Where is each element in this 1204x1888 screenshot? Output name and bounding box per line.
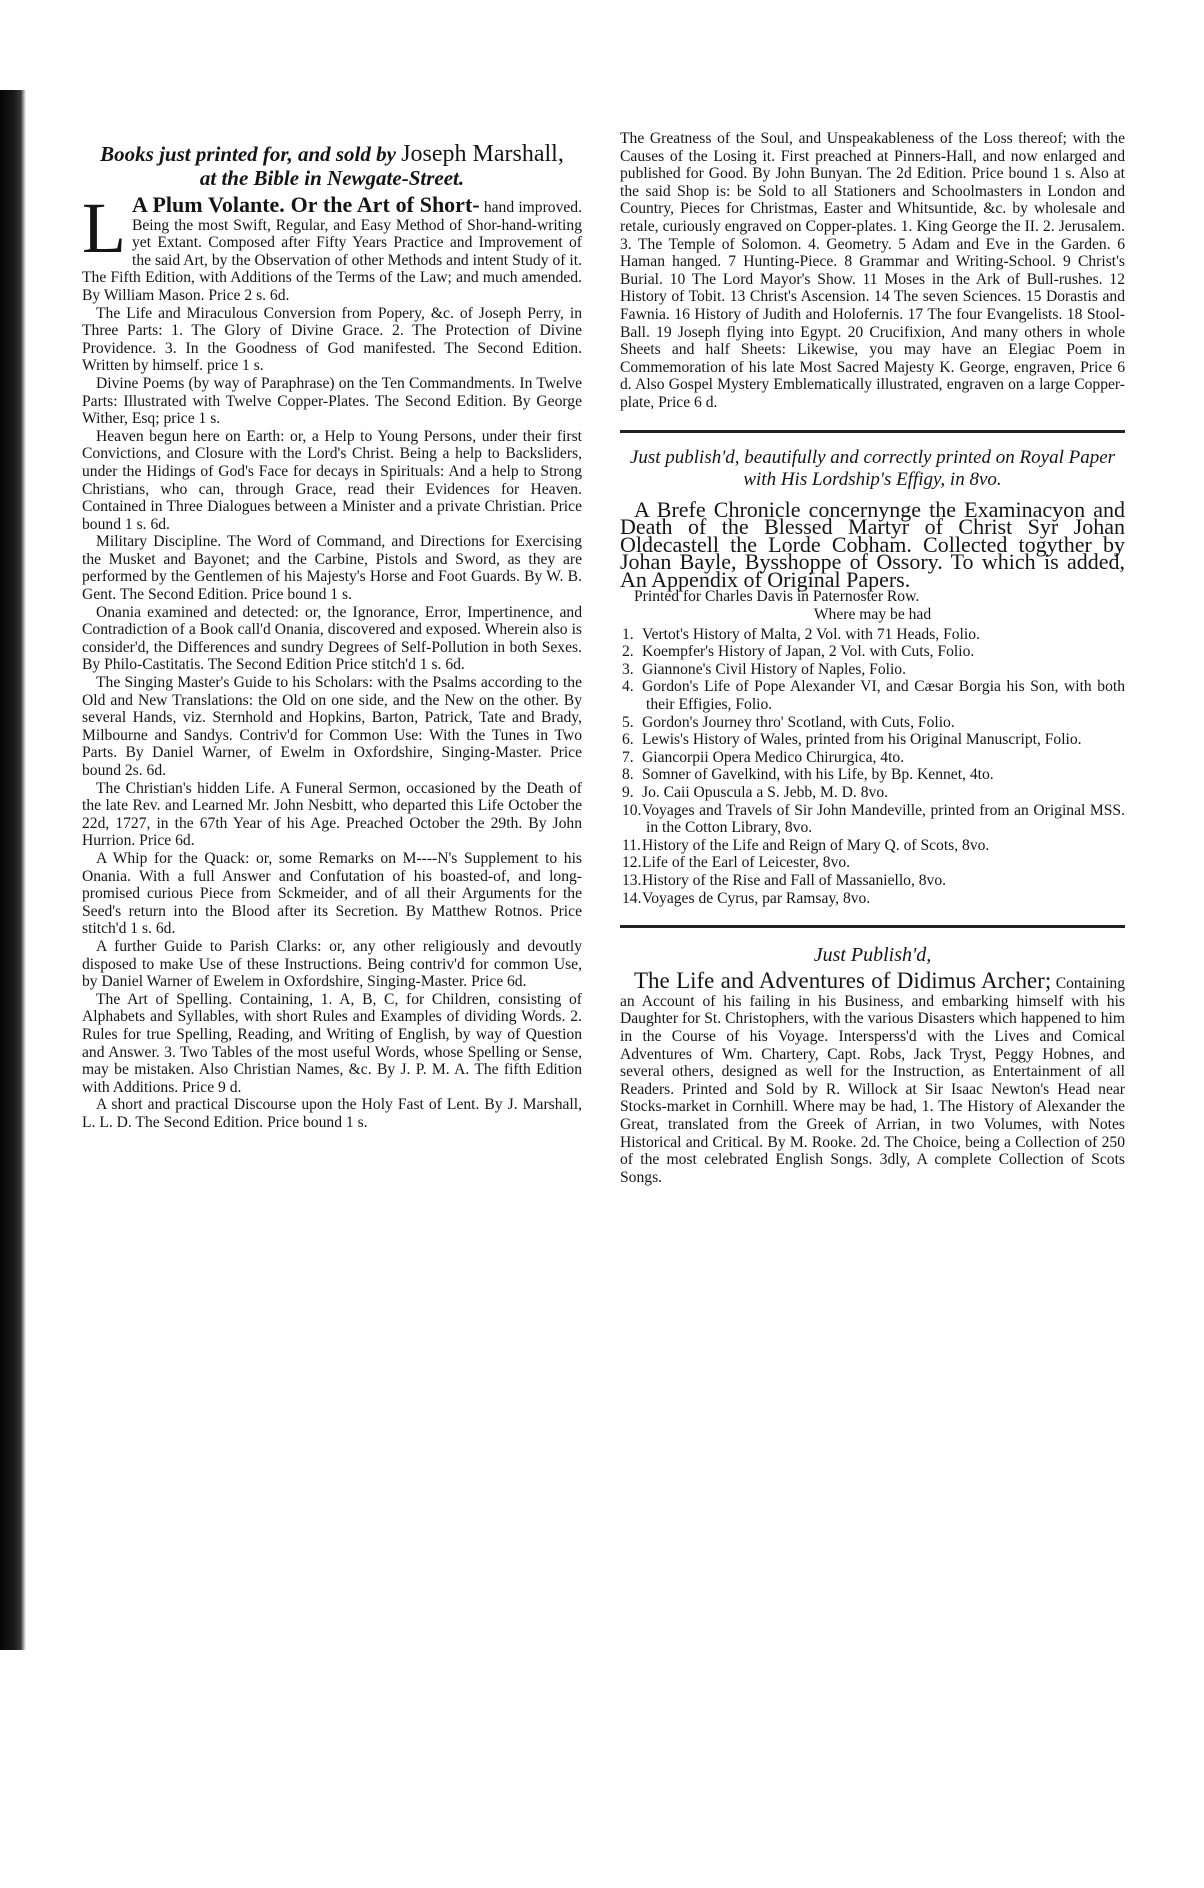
list-item: 4. Gordon's Life of Pope Alexander VI, and Cæsar Borgia his Son, with both their Effigies, Folio.	[622, 678, 1125, 714]
chronicle-title: A Brefe Chronicle concernynge the Examinacyon and Death of the Blessed Martyr of Christ Syr Johan Oldecastell the Lorde Cobham. Collected togyther by Johan Bayle, Bysshoppe of Ossory. To which is added, An Appendix of Original Papers.	[620, 496, 1125, 592]
advert-paragraph: The Art of Spelling. Containing, 1. A, B, C, for Children, consisting of Alphabets and Syllables, with short Rules and Examples of dividing Words. 2. Rules for true Spelling, Reading, and Writing of English, by way of Question and Answer. 3. Two Tables of the most useful Words, whose Spelling or Sense, may be mistaken. Also Christian Names, &c. By J. P. M. A. The fifth Edition with Additions. Price 9 d.	[82, 990, 582, 1096]
heading-pre: Books just printed for, and sold by	[100, 142, 396, 166]
section-heading: Just Publish'd,	[813, 944, 932, 967]
lead-rest: hand improved. Being the most Swift, Regular, and Easy Method of Shor-hand-writing yet Extant. Composed after Fifty Years Practice and Improvement of the said Art, by the Observation of other Methods and intent Study of it. The Fifth Edition, with Additions of the Terms of the Law; and much amended. By William Mason. Price 2 s. 6d.	[82, 199, 583, 304]
adventures-title: The Life and Adventures of Didimus Archer;	[634, 968, 1052, 994]
advert-paragraph: A short and practical Discourse upon the Holy Fast of Lent. By J. Marshall, L. L. D. The Second Edition. Price bound 1 s.	[82, 1096, 582, 1131]
life-adventures-advert	[620, 968, 1126, 1186]
advert-paragraph: The Greatness of the Soul, and Unspeakableness of the Loss thereof; with the Causes of the Losing it. First preached at Pinners-Hall, and now enlarged and published for Good. By John Bunyan. The 2d Edition. Price bound 1 s. Also at the said Shop is: be Sold to all Stationers and Schoolmasters in London and Country, Pieces for Christmas, Easter and Whitsuntide, &c. by wholesale and retale, curiously engraved on Copper-plates. 1. King George the II. 2. Jerusalem. 3. The Temple of Solomon. 4. Geometry. 5 Adam and Eve in the Garden. 6 Haman hanged. 7 Hunting-Piece. 8 Grammar and Writing-School. 9 Christ's Burial. 10 The Lord Mayor's Show. 11 Moses in the Ark of Bull-rushes. 12 History of Tobit. 13 Christ's Ascension. 14 The seven Sciences. 15 Dorastis and Fawnia. 16 History of Judith and Holofernis. 17 The four Evangelists. 18 Stool-Ball. 19 Joseph flying into Egypt. 20 Crucifixion, And many others in whole Sheets and half Sheets: Likewise, you may have an Elegiac Poem in Commemoration of his late Most Sacred Majesty K. George, engraven, Price 6 d. Also Gospel Mystery Emblematically illustrated, engraven on a large Copper-plate, Price 6 d.	[620, 130, 1125, 411]
drop-cap: L	[82, 188, 126, 268]
advert-paragraph: Heaven begun here on Earth: or, a Help to Young Persons, under their first Convictions, and Closure with the Lord's Christ. Being a help to Backsliders, under the Hidings of God's Face for decays in Spirituals: And a help to Strong Christians, who can, through Grace, read their Evidences for Heaven. Contained in Three Dialogues between a Minister and a private Christian. Price bound 1 s. 6d.	[82, 427, 582, 533]
where-may-be-had: Where may be had	[813, 606, 932, 624]
right-column	[620, 130, 1125, 1186]
list-item: 1. Vertot's History of Malta, 2 Vol. with 71 Heads, Folio.	[622, 625, 980, 643]
lead-advert	[82, 188, 583, 305]
section-rule	[620, 925, 1125, 928]
list-item: 8. Somner of Gavelkind, with his Life, by Bp. Kennet, 4to.	[622, 766, 994, 784]
list-item: 13.History of the Rise and Fall of Massaniello, 8vo.	[622, 871, 947, 889]
advert-paragraph: Onania examined and detected: or, the Ignorance, Error, Impertinence, and Contradiction of a Book call'd Onania, discovered and exposed. Wherein also is consider'd, the Differences and sundry Degrees of Self-Pollution in both Sexes. By Philo-Castitatis. The Second Edition Price stitch'd 1 s. 6d.	[82, 603, 582, 674]
list-item: 6. Lewis's History of Wales, printed from his Original Manuscript, Folio.	[622, 731, 1082, 749]
left-heading	[82, 142, 582, 190]
list-item: 12.Life of the Earl of Leicester, 8vo.	[622, 854, 851, 872]
list-item: 2. Koempfer's History of Japan, 2 Vol. with Cuts, Folio.	[622, 643, 975, 661]
advert-paragraph: The Singing Master's Guide to his Scholars: with the Psalms according to the Old and New Translations: the Old on one side, and the New on the other. By several Hands, viz. Sternhold and Hopkins, Barton, Patrick, Tate and Brady, Milbourne and Sandys. Contriv'd for Common Use: With the Tunes in Two Parts. By Daniel Warner, of Ewelm in Oxfordshire, Singing-Master. Price bound 2s. 6d.	[82, 674, 582, 779]
list-item: 14.Voyages de Cyrus, par Ramsay, 8vo.	[622, 889, 871, 907]
adventures-text: Containing an Account of his failing in his Business, and embarking himself with his Daughter for St. Christophers, with the various Disasters which happened to him in the Course of his Voyage. Intersperss'd with the Lives and Comical Adventures of Wm. Chartery, Capt. Robs, Jack Tryst, Peggy Hobnes, and several others, designed as well for the Instruction, as Entertainment of all Readers. Printed and Sold by R. Willock at Sir Isaac Newton's Head near Stocks-market in Cornhill. Where may be had, 1. The History of Alexander the Great, translated from the Greek of Arrian, in two Volumes, with Notes Historical and Critical. By M. Rooke. 2d. The Choice, being a Collection of 250 of the most celebrated English Songs. 3dly, A complete Collection of Scots Songs.	[620, 975, 1126, 1186]
heading-name: Joseph Marshall,	[401, 141, 564, 167]
list-item: 5. Gordon's Journey thro' Scotland, with Cuts, Folio.	[622, 713, 955, 731]
book-list	[620, 626, 1125, 908]
section-heading: Just publish'd, beautifully and correctly printed on Royal Paper with His Lordship's Effigy, in 8vo.	[629, 446, 1116, 490]
left-column	[82, 130, 582, 1131]
page-spine-shadow	[0, 90, 26, 1650]
heading-post: at the Bible in Newgate-Street.	[199, 166, 465, 190]
advert-paragraph: A further Guide to Parish Clarks: or, any other religiously and devoutly disposed to make Use of these Instructions. Being contriv'd for common Use, by Daniel Warner of Ewelem in Oxfordshire, Singing-Master. Price 6d.	[82, 937, 582, 991]
section-rule	[620, 430, 1125, 433]
list-item: 10.Voyages and Travels of Sir John Mandeville, printed from an Original MSS. in the Cotton Library, 8vo.	[622, 801, 1125, 837]
advert-paragraph: Military Discipline. The Word of Command, and Directions for Exercising the Musket and Bayonet; and the Carbine, Pistols and Sword, as they are performed by the Gentlemen of his Majesty's Horse and Foot Guards. By W. B. Gent. The Second Edition. Price bound 1 s.	[82, 533, 582, 604]
advert-paragraph: The Life and Miraculous Conversion from Popery, &c. of Joseph Perry, in Three Parts: 1. The Glory of Divine Grace. 2. The Protection of Divine Providence. 3. In the Goodness of God manifested. The Second Edition. Written by himself. price 1 s.	[82, 304, 582, 375]
list-item: 3. Giannone's Civil History of Naples, Folio.	[622, 660, 906, 678]
lead-title: A Plum Volante. Or the Art of Short-	[131, 192, 480, 217]
list-item: 7. Giancorpii Opera Medico Chirurgica, 4to.	[622, 748, 905, 766]
list-item: 11.History of the Life and Reign of Mary Q. of Scots, 8vo.	[622, 836, 990, 854]
advert-paragraph: The Christian's hidden Life. A Funeral Sermon, occasioned by the Death of the late Rev. and Learned Mr. John Nesbitt, who departed this Life October the 22d, 1727, in the 67th Year of his Age. Preached October the 29th. By John Hurrion. Price 6d.	[82, 779, 582, 850]
printed-for: Printed for Charles Davis in Paternoster Row.	[634, 588, 920, 606]
advert-paragraph: Divine Poems (by way of Paraphrase) on the Ten Commandments. In Twelve Parts: Illustrated with Twelve Copper-Plates. The Second Edition. By George Wither, Esq; price 1 s.	[82, 374, 582, 428]
list-item: 9. Jo. Caii Opuscula a S. Jebb, M. D. 8vo.	[622, 784, 889, 801]
advert-paragraph: A Whip for the Quack: or, some Remarks on M----N's Supplement to his Onania. With a full Answer and Confutation of his boasted-of, and long-promised curious Piece from Sckmeider, and of all their Arguments for the Seed's return into the Blood after its Secretion. By Matthew Rotnos. Price stitch'd 1 s. 6d.	[82, 849, 582, 938]
